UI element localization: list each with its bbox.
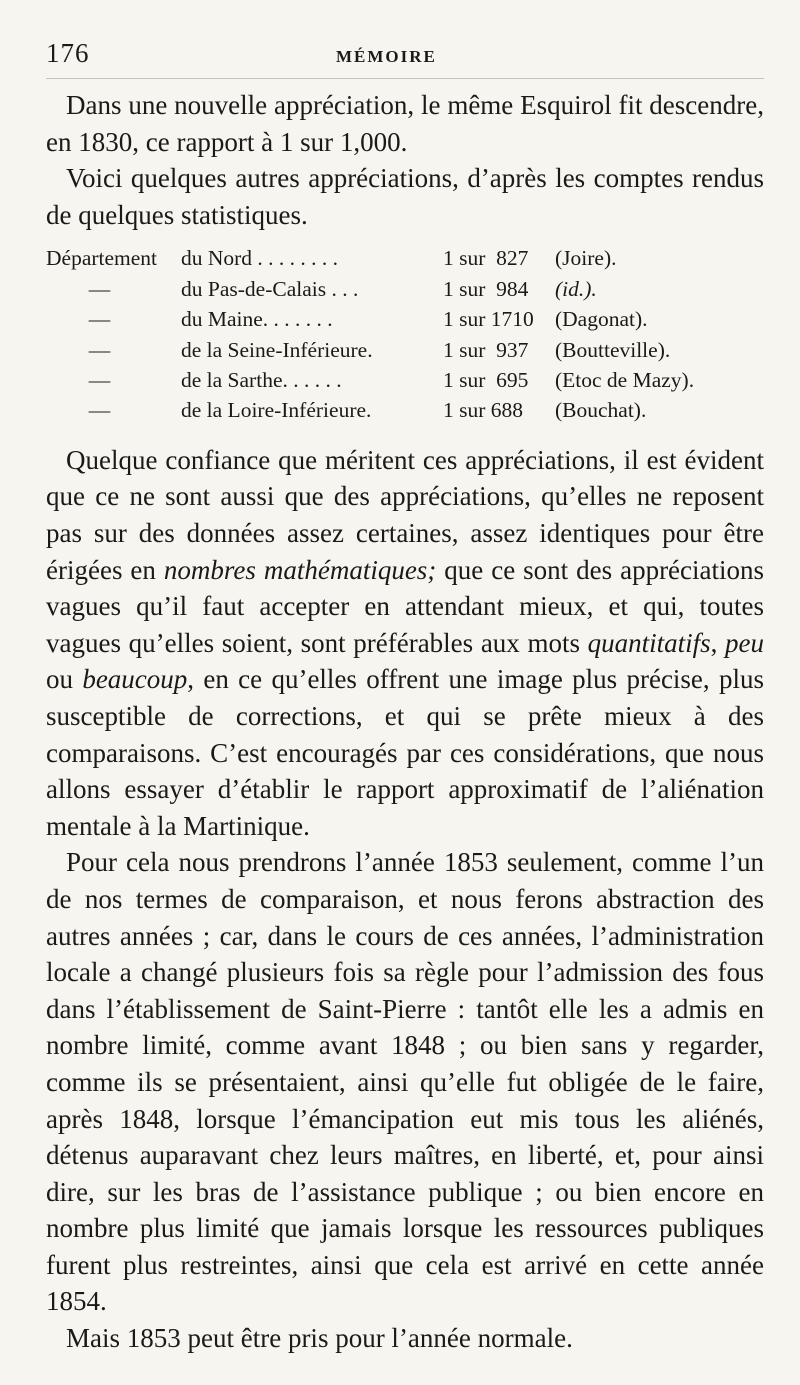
table-cell-department: — (88, 368, 111, 392)
paragraph-3-text: que ce sont des appréciations vagues qu’il faut accepter en attendant mieux, et qui, toutes vagues qu’elles soient, sont préférables aux mots (46, 554, 765, 658)
table-cell-region: de la Seine-Inférieure. (181, 337, 373, 362)
emphasis-text: peu (725, 627, 764, 658)
table-row (46, 243, 764, 273)
table-row (46, 304, 764, 334)
table-cell-region: du Nord . . . . . . . . (181, 246, 339, 271)
paragraph-5: Mais 1853 peut être pris pour l’année normale. (66, 1323, 573, 1354)
table-row (46, 335, 764, 365)
table-cell-department: — (88, 337, 111, 362)
table-cell-department: — (88, 398, 111, 423)
table-cell-ratio: 1 sur 1710 (443, 307, 534, 332)
table-cell-region: du Maine. . . . . . . (181, 307, 333, 332)
table-cell-source: (id.). (555, 276, 597, 301)
table-row (46, 395, 764, 425)
table-cell-ratio: 1 sur 937 (443, 337, 529, 362)
table-cell-source: (Bouchat). (555, 398, 647, 423)
paragraph-2: Voici quelques autres appréciations, d’après les comptes rendus de quelques statistiques. (46, 163, 764, 230)
paragraph-3-text: , (710, 627, 726, 658)
table-row (46, 365, 764, 395)
page-number: 176 (46, 38, 90, 68)
table-cell-region: de la Loire-Inférieure. (181, 398, 372, 423)
paragraph-1: Dans une nouvelle appréciation, le même Esquirol fit descendre, en 1830, ce rapport à 1 sur 1,000. (46, 90, 764, 157)
paragraph-4: Pour cela nous prendrons l’année 1853 seulement, comme l’un de nos termes de comparaison, et nous ferons abstraction des autres années ; car, dans le cours de ces années, l’administration locale a changé plusieurs fois sa règle pour l’admission des fous dans l’établissement de Saint-Pierre : tantôt elle les a admis en nombre limité, comme avant 1848 ; ou bien sans y regarder, comme ils se présentaient, ainsi qu’elle fut obligée de le faire, après 1848, lorsque l’émancipation eut mis tous les aliénés, détenus auparavant chez leurs maîtres, en liberté, et, pour ainsi dire, sur les bras de l’assistance publique ; ou bien encore en nombre plus limité que jamais lorsque les ressources publiques furent plus restreintes, ainsi que cela est arrivé en cette année 1854. (46, 847, 764, 1317)
table-cell-source: (Dagonat). (555, 307, 648, 332)
table-cell-ratio: 1 sur 688 (443, 398, 524, 423)
table-cell-region: de la Sarthe. . . . . . (181, 368, 342, 392)
table-cell-department: — (88, 307, 111, 332)
emphasis-text: quantitatifs (587, 627, 711, 658)
emphasis-text: beaucoup (82, 664, 188, 695)
paragraph-3 (46, 442, 764, 845)
table-cell-department: — (88, 276, 111, 301)
running-title: MÉMOIRE (336, 47, 437, 66)
table-cell-source: (Etoc de Mazy). (555, 368, 695, 392)
table-cell-source: (Boutteville). (555, 337, 671, 362)
table-cell-source: (Joire). (555, 246, 617, 271)
paragraph-3-text: ou (46, 664, 83, 695)
table-cell-department: Département (46, 246, 158, 271)
page-header (46, 38, 764, 79)
table-cell-ratio: 1 sur 827 (443, 246, 529, 271)
paragraph-3-text: , en ce qu’elles offrent une image plus précise, plus susceptible de corrections, et qui se prête mieux à des comparaisons. C’est encouragés par ces considérations, que nous allons essayer d’établir le rapport approximatif de l’aliénation mentale à la Martinique. (46, 664, 764, 841)
emphasis-text: nombres mathématiques; (163, 554, 437, 585)
paragraph-3-text: Quelque confiance que méritent ces appréciations, il est évident que ce ne sont aussi que des appréciations, qu’elles ne reposent pas sur des données assez certaines, assez identiques pour être érigées en (46, 444, 764, 585)
table-row (46, 274, 764, 304)
table-cell-region: du Pas-de-Calais . . . (181, 276, 359, 301)
table-cell-ratio: 1 sur 984 (443, 276, 529, 301)
table-cell-ratio: 1 sur 695 (443, 368, 529, 392)
statistics-table (46, 243, 764, 425)
